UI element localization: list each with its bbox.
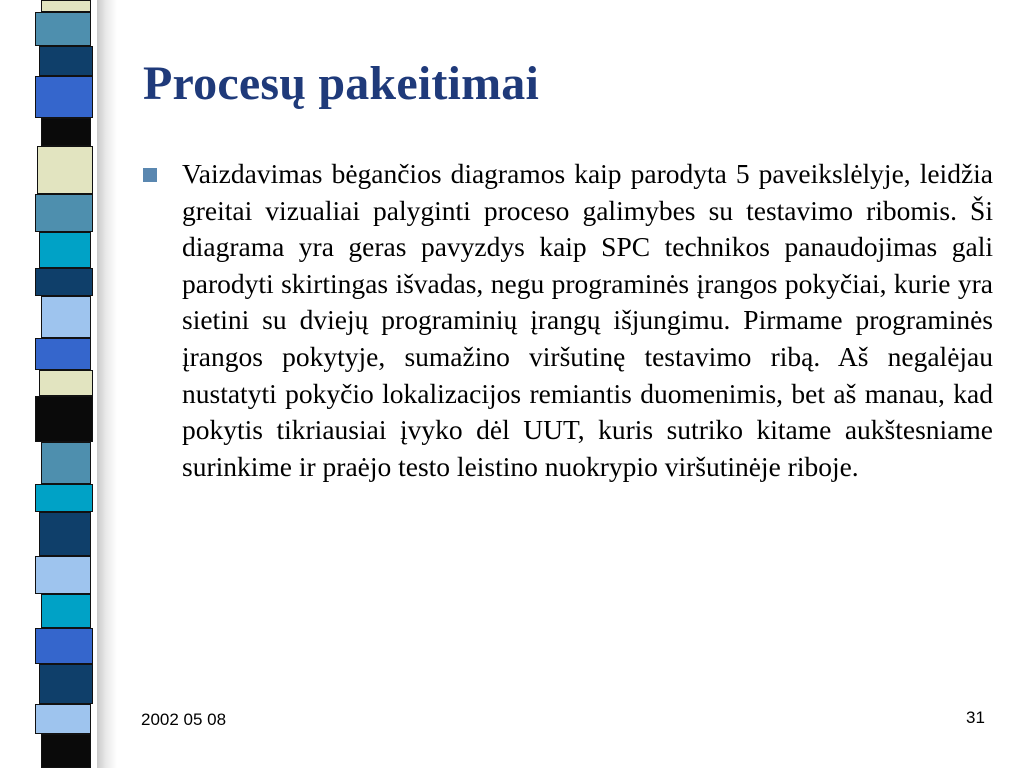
bullet-text: Vaizdavimas bėgančios diagramos kaip parodyta 5 paveikslėlyje, leidžia greitai vizualiai palyginti proceso galimybes su testavimo ribomis. Ši diagrama yra geras pavyzdys kaip SPC technikos panaudojimas gali parodyti skirtingas išvadas, negu programinės įrangos pokyčiai, kurie yra sietini su dviejų programinių įrangų išjungimu. Pirmame programinės įrangos pokytyje, sumažino viršutinę testavimo ribą. Aš negalėjau nustatyti pokyčio lokalizacijos remiantis duomenimis, bet aš manau, kad pokytis tikriausiai įvyko dėl UUT, kuris sutriko kitame aukštesniame surinkime ir praėjo testo leistino nuokrypio viršutinėje riboje. xyxy=(182,158,993,482)
stripe-block xyxy=(41,442,91,484)
stripe-block xyxy=(35,556,91,594)
stripe-block xyxy=(35,396,93,442)
footer-date: 2002 05 08 xyxy=(141,710,227,729)
stripe-block xyxy=(37,146,93,194)
stripe-bar-shadow xyxy=(97,0,117,768)
stripe-block xyxy=(41,0,91,12)
stripe-block xyxy=(35,268,93,296)
stripe-block xyxy=(35,194,93,232)
stripe-block xyxy=(39,664,93,704)
stripe-block xyxy=(41,734,91,768)
stripe-block xyxy=(39,370,93,396)
stripe-block xyxy=(39,46,93,76)
stripe-block xyxy=(41,594,91,628)
slide-title: Procesų pakeitimai xyxy=(143,57,540,110)
stripe-block xyxy=(35,76,93,118)
stripe-block xyxy=(39,232,91,268)
slide-left-margin xyxy=(0,0,35,768)
stripe-block xyxy=(39,512,91,556)
square-bullet-icon xyxy=(143,168,157,182)
stripe-block xyxy=(41,296,91,338)
stripe-block xyxy=(35,704,91,734)
stripe-block xyxy=(35,628,93,664)
stripe-block xyxy=(35,484,93,512)
bullet-item xyxy=(143,156,993,485)
page-number: 31 xyxy=(966,708,985,727)
decorative-stripe-bar xyxy=(35,0,97,768)
stripe-block xyxy=(35,338,91,370)
stripe-block xyxy=(35,12,91,46)
stripe-block xyxy=(41,118,91,146)
